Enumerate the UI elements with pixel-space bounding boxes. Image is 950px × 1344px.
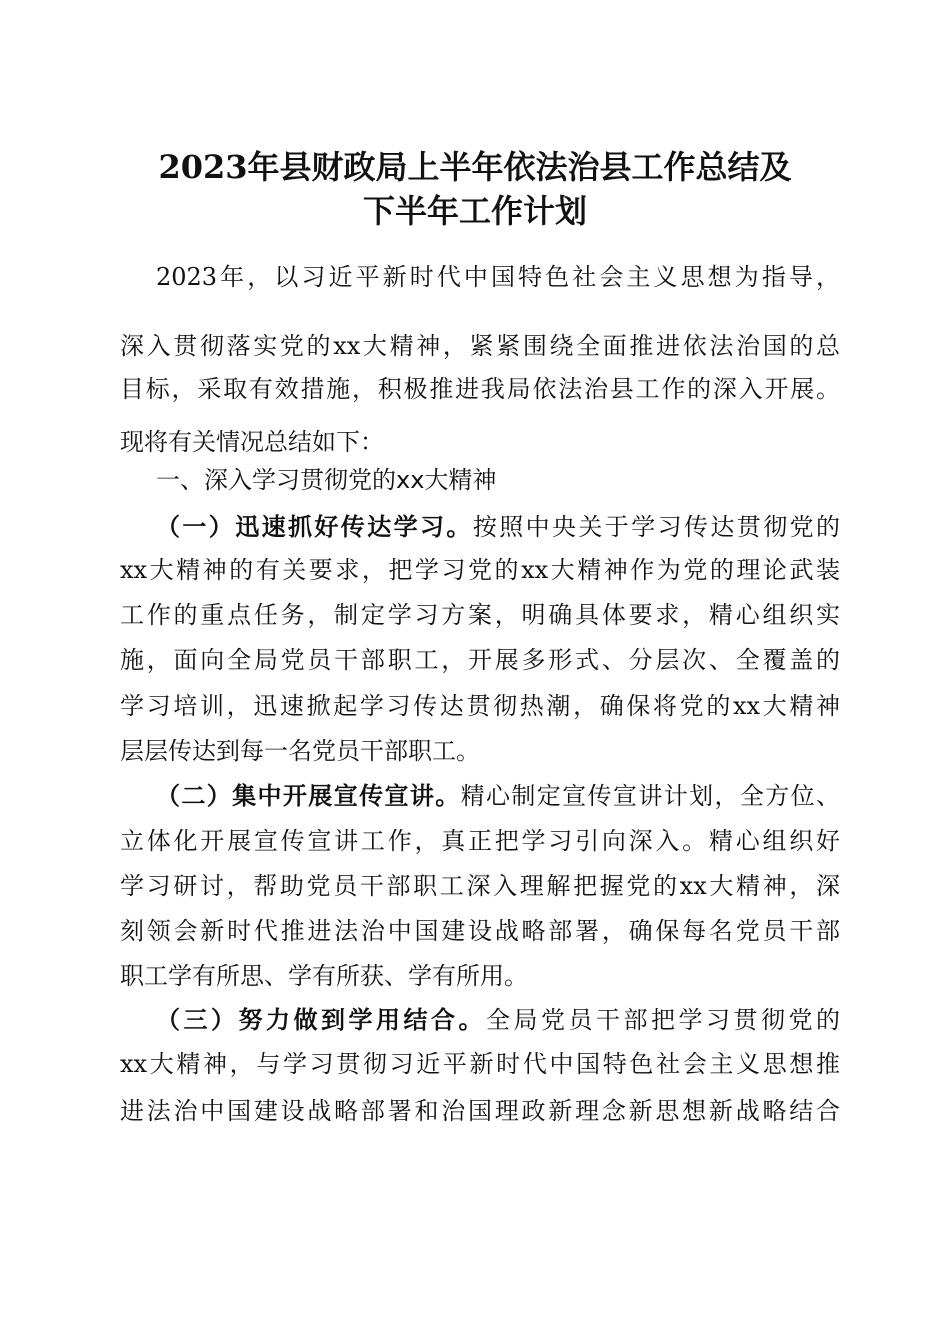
intro-line: 2023年，以习近平新时代中国特色社会主义思想为指导， (156, 263, 840, 291)
paragraph-first-line (156, 507, 840, 542)
paragraph-line: 职工学有所思、学有所获、学有所用。 (120, 962, 528, 990)
paragraph-line: 学习研讨，帮助党员干部职工深入理解把握党的xx大精神，深 (120, 872, 840, 900)
intro-line: 目标，采取有效措施，积极推进我局依法治县工作的深入开展。 (120, 375, 840, 403)
paragraph-line: 施，面向全局党员干部职工，开展多形式、分层次、全覆盖的 (120, 646, 840, 674)
paragraph-line: 学习培训，迅速掀起学习传达贯彻热潮，确保将党的xx大精神 (120, 692, 840, 720)
paragraph-first-line (156, 1000, 840, 1035)
subsection-lead: （二）集中开展宣传宣讲。 (156, 781, 461, 810)
section-heading: 一、深入学习贯彻党的xx大精神 (156, 466, 497, 494)
paragraph-text: 精心制定宣传宣讲计划，全方位、 (460, 782, 841, 810)
subsection-lead: （一）迅速抓好传达学习。 (156, 512, 473, 541)
paragraph-text: 全局党员干部把学习贯彻党的 (486, 1006, 840, 1034)
document-title-line-2: 下半年工作计划 (362, 192, 587, 230)
paragraph-line: 层层传达到每一名党员干部职工。 (120, 737, 480, 765)
paragraph-line: xx大精神的有关要求，把学习党的xx大精神作为党的理论武装 (120, 556, 840, 584)
document-title-line-1: 2023年县财政局上半年依法治县工作总结及 (158, 148, 792, 186)
paragraph-line: 立体化开展宣传宣讲工作，真正把学习引向深入。精心组织好 (120, 827, 840, 855)
intro-line: 现将有关情况总结如下： (120, 428, 384, 456)
paragraph-line: 工作的重点任务，制定学习方案，明确具体要求，精心组织实 (120, 601, 840, 629)
paragraph-first-line (156, 776, 840, 811)
intro-line: 深入贯彻落实党的xx大精神，紧紧围绕全面推进依法治国的总 (120, 332, 840, 360)
paragraph-line: 刻领会新时代推进法治中国建设战略部署，确保每名党员干部 (120, 917, 840, 945)
paragraph-line: xx大精神，与学习贯彻习近平新时代中国特色社会主义思想推 (120, 1050, 840, 1078)
paragraph-text: 按照中央关于学习传达贯彻党的 (472, 513, 841, 541)
paragraph-line: 进法治中国建设战略部署和治国理政新理念新思想新战略结合 (120, 1097, 840, 1125)
subsection-lead: （三）努力做到学用结合。 (156, 1005, 486, 1034)
